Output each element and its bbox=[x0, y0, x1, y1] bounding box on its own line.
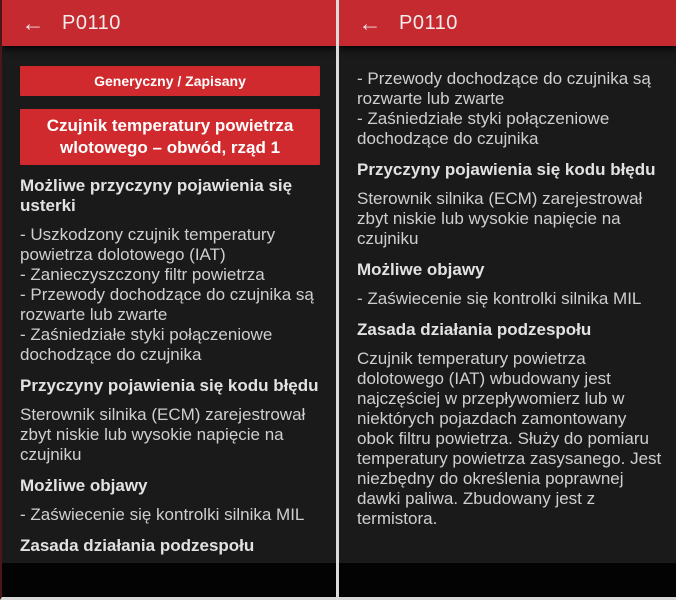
info-sections bbox=[357, 69, 662, 529]
paragraph-line: - Zaświecenie się kontrolki silnika MIL bbox=[357, 289, 642, 308]
back-button[interactable]: ← bbox=[21, 9, 45, 36]
paragraph-line: - Zanieczyszczony filtr powietrza bbox=[20, 265, 265, 284]
paragraph-line: - Uszkodzony czujnik temperatury powietrza dolotowego (IAT) bbox=[20, 225, 276, 264]
appbar-title: P0110 bbox=[62, 11, 121, 34]
right-appbar bbox=[339, 0, 676, 46]
left-appbar bbox=[2, 0, 336, 46]
back-button[interactable]: ← bbox=[358, 9, 382, 36]
paragraph-line: - Przewody dochodzące do czujnika są rozwarte lub zwarte bbox=[357, 69, 651, 108]
content-scroll-area[interactable] bbox=[2, 46, 336, 563]
code-type-badge: Generyczny / Zapisany bbox=[20, 66, 320, 96]
section-heading: Możliwe objawy bbox=[357, 260, 485, 279]
section-paragraph bbox=[357, 189, 662, 249]
section-paragraph bbox=[357, 289, 662, 309]
section-paragraph bbox=[357, 349, 662, 529]
content-scroll-area[interactable] bbox=[339, 46, 676, 563]
section-paragraph bbox=[20, 225, 322, 365]
paragraph-line: - Przewody dochodzące do czujnika są rozwarte lub zwarte bbox=[20, 285, 314, 324]
bottom-ad-band bbox=[339, 563, 676, 597]
section-heading: Możliwe przyczyny pojawienia się usterki bbox=[20, 176, 293, 215]
section-heading: Możliwe objawy bbox=[20, 476, 148, 495]
left-screen bbox=[0, 0, 336, 600]
paragraph-line: - Zaświecenie się kontrolki silnika MIL bbox=[20, 505, 305, 524]
right-screen bbox=[339, 0, 676, 600]
section-heading: Zasada działania podzespołu bbox=[20, 536, 255, 555]
section-heading: Zasada działania podzespołu bbox=[357, 320, 592, 339]
paragraph-line: Sterownik silnika (ECM) zarejestrował zbyt niskie lub wysokie napięcie na czujniku bbox=[357, 189, 643, 248]
section-paragraph bbox=[357, 69, 662, 149]
section-paragraph bbox=[20, 505, 322, 525]
fault-description-box: Czujnik temperatury powietrza wlotowego – obwód, rząd 1 bbox=[20, 109, 320, 165]
section-heading: Przyczyny pojawienia się kodu błędu bbox=[20, 376, 319, 395]
appbar-title: P0110 bbox=[399, 11, 458, 34]
paragraph-line: - Zaśniedziałe styki połączeniowe dochodzące do czujnika bbox=[357, 109, 610, 148]
paragraph-line: Sterownik silnika (ECM) zarejestrował zbyt niskie lub wysokie napięcie na czujniku bbox=[20, 405, 306, 464]
section-heading: Przyczyny pojawienia się kodu błędu bbox=[357, 160, 656, 179]
section-paragraph bbox=[20, 405, 322, 465]
bottom-ad-band bbox=[2, 563, 336, 597]
paragraph-line: Czujnik temperatury powietrza dolotowego (IAT) wbudowany jest najczęściej w przepływomierz lub w niektórych pojazdach zamontowany obok filtru powietrza. Służy do pomiaru temperatury powietrza zasysanego. Jest niezbędny do określenia poprawnej dawki paliwa. Zbudowany jest z termistora. bbox=[357, 349, 662, 528]
paragraph-line: - Zaśniedziałe styki połączeniowe dochodzące do czujnika bbox=[20, 325, 273, 364]
info-sections bbox=[20, 176, 322, 556]
